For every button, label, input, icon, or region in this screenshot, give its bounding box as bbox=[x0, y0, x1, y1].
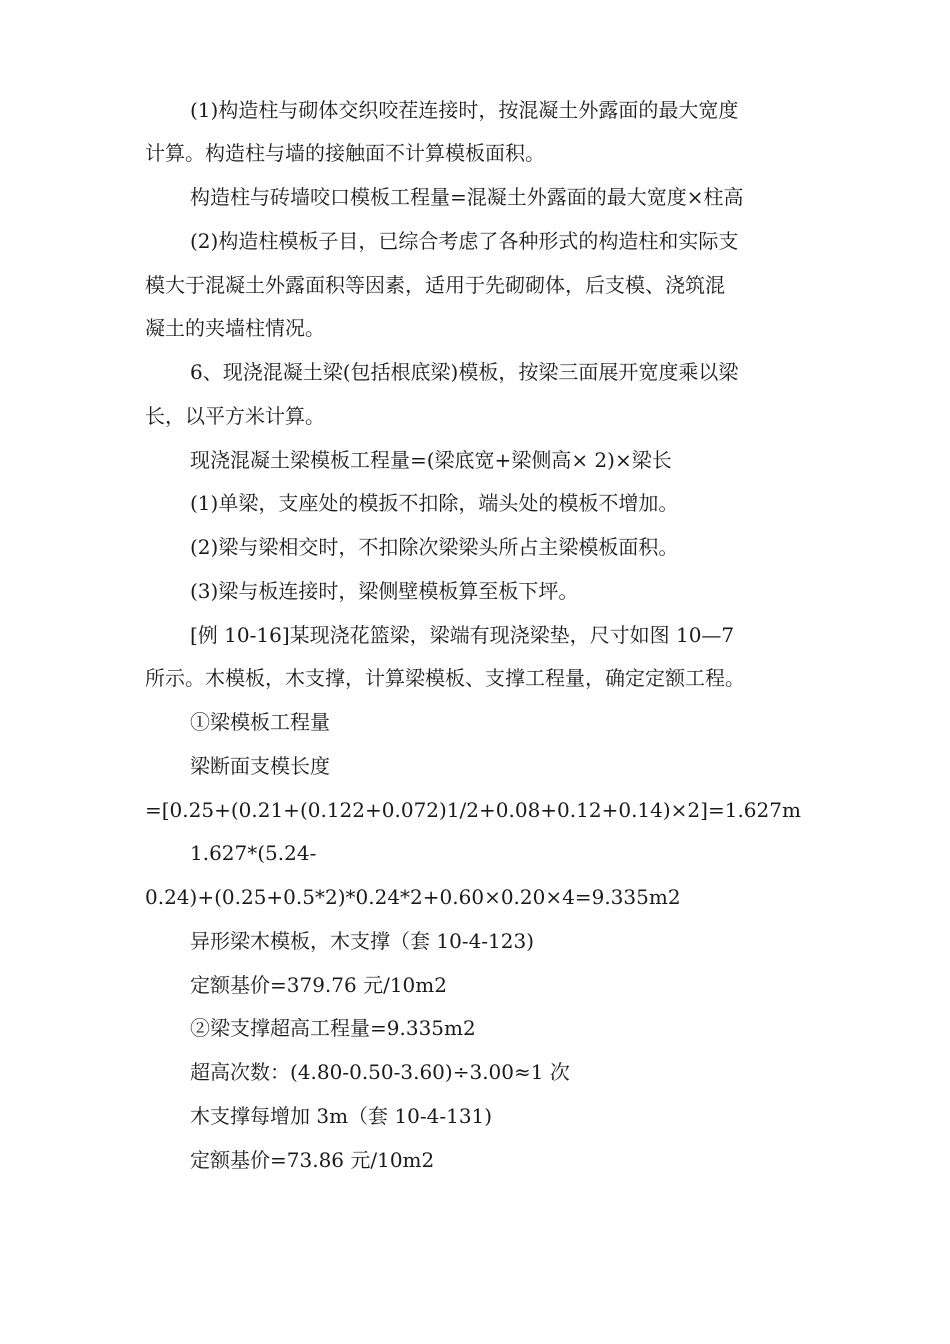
text-line: (1)单梁，支座处的模扳不扣除，端头处的模板不增加。 bbox=[190, 491, 679, 515]
text-line: ②梁支撑超高工程量=9.335m2 bbox=[190, 1016, 476, 1040]
text-line: 定额基价=73.86 元/10m2 bbox=[190, 1148, 435, 1172]
text-line: (1)构造柱与砌体交织咬茬连接时，按混凝土外露面的最大宽度 bbox=[190, 98, 739, 122]
text-line: (3)梁与板连接时，梁侧壁模板算至板下坪。 bbox=[190, 579, 579, 603]
text-line: 梁断面支模长度 bbox=[190, 754, 330, 778]
text-line: 现浇混凝土梁模板工程量=(梁底宽+梁侧高× 2)×梁长 bbox=[190, 448, 672, 472]
text-line: (2)构造柱模板子目，已综合考虑了各种形式的构造柱和实际支 bbox=[190, 229, 739, 253]
text-line: 异形梁木模板，木支撑（套 10-4-123) bbox=[190, 929, 535, 953]
text-line: 6、现浇混凝土梁(包括根底梁)模板，按梁三面展开宽度乘以梁 bbox=[190, 360, 739, 384]
text-line: 凝土的夹墙柱情况。 bbox=[145, 316, 325, 340]
text-line: 木支撑每增加 3m（套 10-4-131) bbox=[190, 1104, 493, 1128]
formula-line: 1.627*(5.24- bbox=[190, 841, 317, 865]
text-line: 构造柱与砖墙咬口模板工程量=混凝土外露面的最大宽度×柱高 bbox=[190, 185, 744, 209]
text-line: 计算。构造柱与墙的接触面不计算模板面积。 bbox=[145, 141, 545, 165]
text-line: 长，以平方米计算。 bbox=[145, 404, 325, 428]
formula-line: =[0.25+(0.21+(0.122+0.072)1/2+0.08+0.12+0.14)×2]=1.627m bbox=[145, 798, 801, 822]
formula-line: 0.24)+(0.25+0.5*2)*0.24*2+0.60×0.20×4=9.335m2 bbox=[145, 885, 681, 909]
text-line: 定额基价=379.76 元/10m2 bbox=[190, 973, 447, 997]
text-line: 超高次数：(4.80-0.50-3.60)÷3.00≈1 次 bbox=[190, 1060, 570, 1084]
text-line: 所示。木模板，木支撑，计算梁模板、支撑工程量，确定定额工程。 bbox=[145, 666, 745, 690]
text-line: ①梁模板工程量 bbox=[190, 710, 330, 734]
text-line: 模大于混凝土外露面积等因素，适用于先砌砌体，后支模、浇筑混 bbox=[145, 273, 725, 297]
text-line: (2)梁与梁相交时，不扣除次梁梁头所占主梁模板面积。 bbox=[190, 535, 679, 559]
text-line: [例 10-16]某现浇花篮梁，梁端有现浇梁垫，尺寸如图 10—7 bbox=[190, 623, 735, 647]
